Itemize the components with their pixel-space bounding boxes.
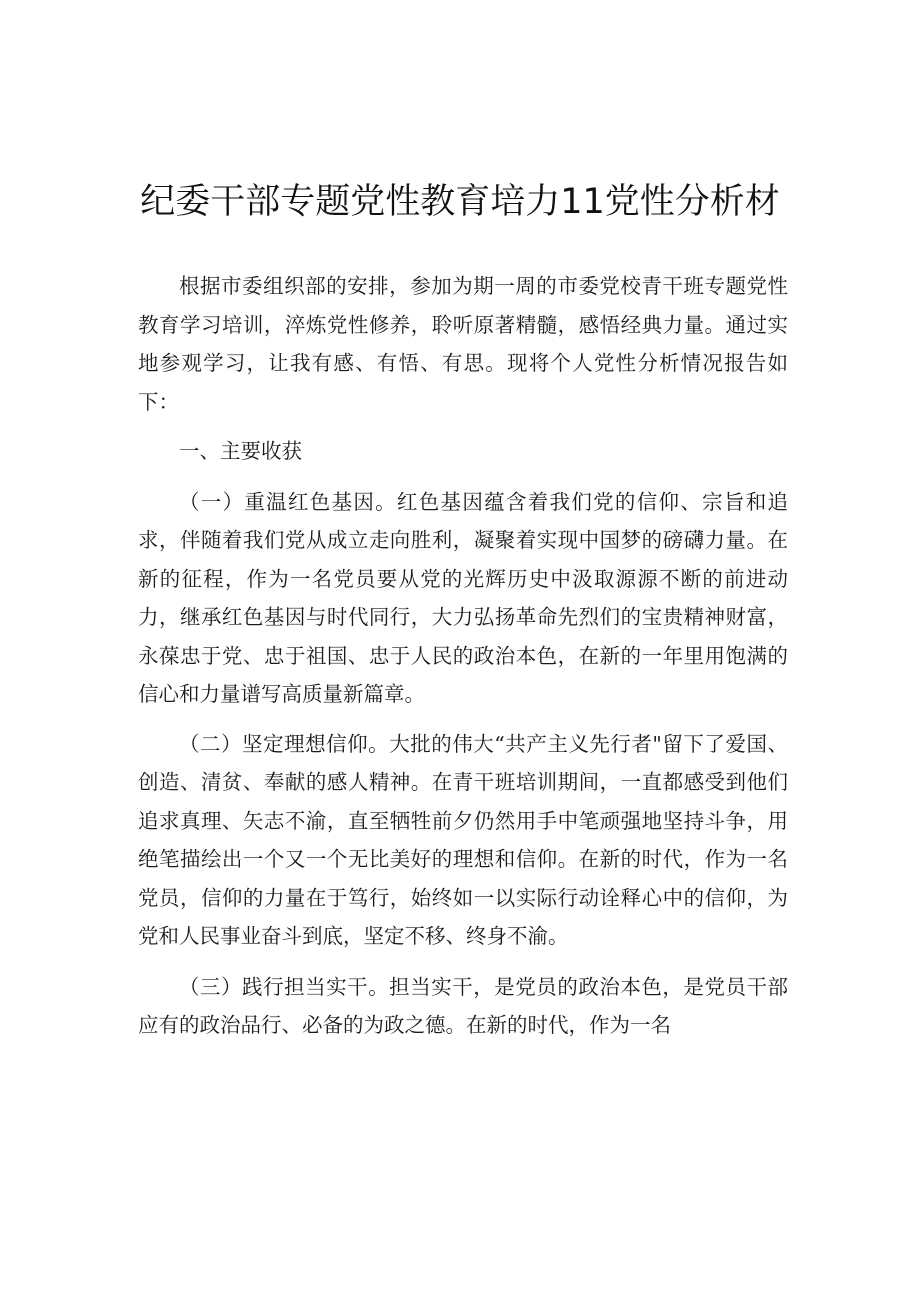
document-body — [138, 267, 788, 1045]
subsection-red-gene: （一）重温红色基因。红色基因蕴含着我们党的信仰、宗旨和追求，伴随着我们党从成立走向胜利，凝聚着实现中国梦的磅礴力量。在新的征程，作为一名党员要从党的光辉历史中汲取源源不断的前进动力，继承红色基因与时代同行，大力弘扬革命先烈们的宝贵精神财富，永葆忠于党、忠于祖国、忠于人民的政治本色，在新的一年里用饱满的信心和力量谱写高质量新篇章。 — [138, 489, 788, 706]
intro-paragraph: 根据市委组织部的安排，参加为期一周的市委党校青干班专题党性教育学习培训，淬炼党性修养，聆听原著精髓，感悟经典力量。通过实地参观学习，让我有感、有悟、有思。现将个人党性分析情况报告如下： — [138, 274, 788, 414]
section-heading-main-gains: 一、主要收获 — [179, 439, 302, 463]
subsection-ideals-belief: （二）坚定理想信仰。大批的伟大“共产主义先行者"留下了爱国、创造、清贫、奉献的感人精神。在青干班培训期间，一直都感受到他们追求真理、矢志不渝，直至牺牲前夕仍然用手中笔顽强地坚持斗争，用绝笔描绘出一个又一个无比美好的理想和信仰。在新的时代，作为一名党员，信仰的力量在于笃行，始终如一以实际行动诠释心中的信仰，为党和人民事业奋斗到底，坚定不移、终身不渝。 — [138, 731, 788, 948]
document-title: 纪委干部专题党性教育培力11党性分析材 — [140, 182, 780, 222]
subsection-responsibility: （三）践行担当实干。担当实干，是党员的政治本色，是党员干部应有的政治品行、必备的为政之德。在新的时代，作为一名 — [138, 974, 788, 1037]
